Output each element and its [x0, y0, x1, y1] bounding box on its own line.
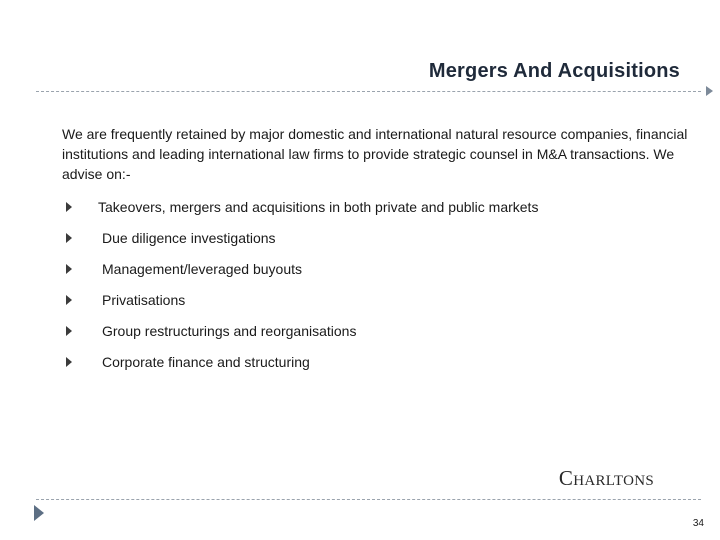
top-divider	[36, 91, 701, 92]
list-item	[66, 284, 538, 315]
navigation-arrow-icon[interactable]	[34, 505, 44, 521]
triangle-bullet-icon	[66, 202, 72, 212]
slide-title: Mergers And Acquisitions	[428, 60, 680, 82]
list-item	[66, 346, 538, 377]
list-item-text: Privatisations	[102, 291, 186, 308]
list-item	[66, 315, 538, 346]
triangle-bullet-icon	[66, 264, 72, 274]
advice-list	[66, 191, 538, 377]
logo-rest: HARLTONS	[573, 473, 654, 489]
top-divider-tick-icon	[706, 86, 713, 96]
logo-initial: C	[558, 466, 574, 490]
charltons-logo	[559, 466, 654, 491]
list-item-text: Management/leveraged buyouts	[102, 260, 303, 277]
triangle-bullet-icon	[66, 295, 72, 305]
list-item	[66, 253, 538, 284]
triangle-bullet-icon	[66, 326, 72, 336]
triangle-bullet-icon	[66, 233, 72, 243]
list-item-text: Corporate finance and structuring	[102, 353, 310, 370]
list-item-text: Due diligence investigations	[102, 229, 276, 246]
page-number: 34	[692, 518, 704, 529]
list-item	[66, 191, 538, 222]
list-item-text: Group restructurings and reorganisations	[102, 322, 357, 339]
triangle-bullet-icon	[66, 357, 72, 367]
intro-paragraph: We are frequently retained by major domestic and international natural resource companies, financial institutions and leading international law firms to provide strategic counsel in M&A transactions. We advise on:-	[62, 126, 688, 182]
list-item	[66, 222, 538, 253]
list-item-text: Takeovers, mergers and acquisitions in both private and public markets	[98, 198, 539, 215]
bottom-divider	[36, 499, 701, 500]
